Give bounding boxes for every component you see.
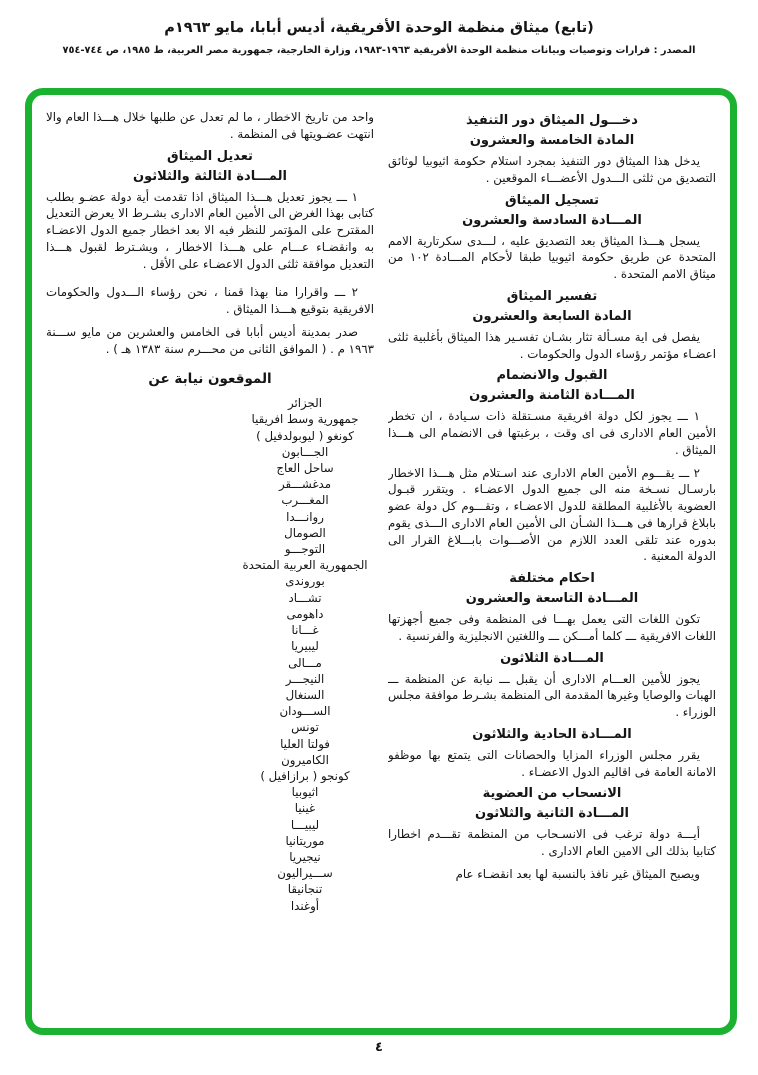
- paragraph: ١ ـــ يجوز تعديل هـــذا الميثاق اذا تقدمت أية دولة عضـو بطلب كتابى بهذا الغرض الى الأمين العام الادارى بشـرط الا يعرض التعديل المقترح على المؤتمر للنظر فيه الا بعد اخطار جميع الدول الاعضـاء به وانقضـاء عـــام على هـــذا الاخطار ، ويشـترط لقبول هـــذا التعديل موافقة ثلثى الدول الاعضـاء على الأقل .: [46, 189, 374, 271]
- section-registration: [388, 193, 716, 283]
- paragraph: ويصبح الميثاق غير نافذ بالنسبة لها بعد انقضـاء عام: [455, 866, 700, 881]
- section-interpretation: [388, 289, 716, 363]
- country-item: كونجو ( برازافيل ): [260, 768, 350, 783]
- country-item: فولتا العليا: [280, 736, 330, 751]
- paragraph: ١ ـــ يجوز لكل دولة افريقية مسـتقلة ذات سـيادة ، ان تخطر الأمين العام الادارى فى اى وقت ، برغبتها فى الانضمام الى هـــذا الميثاق .: [388, 409, 716, 457]
- section-entry-into-force: [388, 113, 716, 187]
- page-number: ٤: [375, 1040, 383, 1055]
- country-item: اثيوبيا: [291, 785, 319, 800]
- two-column-layout: [46, 107, 716, 1020]
- right-column: [388, 107, 716, 1020]
- country-item: التوجـــو: [284, 542, 326, 557]
- country-item: تنجانيقا: [287, 882, 323, 897]
- paragraph: ٢ ـــ يقـــوم الأمين العام الادارى عند اسـتلام مثل هـــذا الاخطار بارسـال نسـخة منه الى جميع الدول الاعضـاء . ويتقرر قبـول العضوية بالأغلبية المطلقة للدول الاعضـاء ، وتقـــوم كل دولة عضو بابلاغ قرارها فى هـــذا الشـأن الى الأمين العام الادارى الـــذى يقوم بدوره عند تلقى العدد اللازم من الأصـــوات بابـــلاغ القرار الى الدولة المعنية .: [388, 465, 716, 564]
- chapter-heading: تسجيل الميثاق: [504, 192, 600, 208]
- article-27-heading: المادة السابعة والعشرون: [472, 308, 632, 324]
- country-item: السنغال: [285, 687, 325, 702]
- country-item: النيجـــر: [285, 671, 325, 686]
- chapter-heading: تعديل الميثاق: [167, 148, 253, 164]
- paragraph: يسجل هـــذا الميثاق بعد التصديق عليه ، لـــدى سكرتارية الامم المتحدة عن طريق حكومة اثيوبيا طبقا لأحكام المـــادة ١٠٢ من ميثاق الامم المتحدة .: [388, 233, 716, 281]
- country-item: ليبيـــا: [290, 817, 320, 832]
- country-item: الجمهورية العربية المتحدة: [242, 558, 368, 573]
- article-28-heading: المـــادة الثامنة والعشرون: [469, 388, 635, 404]
- country-item: نيجيريا: [289, 849, 321, 864]
- country-item: ســـيراليون: [277, 866, 333, 881]
- article-32-heading: المـــادة الثانية والثلاثون: [475, 806, 629, 822]
- country-item: ليبيريا: [291, 639, 319, 654]
- article-30-heading: المـــادة الثلاثون: [500, 650, 604, 666]
- chapter-heading: الانسحاب من العضوية: [482, 786, 622, 802]
- section-cessation-of-membership: [388, 786, 716, 882]
- country-item: موريتانيا: [285, 833, 325, 848]
- country-item: غـــانا: [291, 623, 319, 638]
- article-25-heading: المادة الخامسة والعشرون: [469, 133, 635, 148]
- paragraph: يقرر مجلس الوزراء المزايا والحصانات التى يتمتع بها موظفو الامانة العامة فى اقاليم الدول الاعضـاء .: [388, 747, 716, 779]
- chapter-heading: القبول والانضمام: [496, 368, 608, 384]
- country-item: بوروندى: [285, 574, 325, 589]
- country-item: جمهورية وسط افريقيا: [251, 412, 359, 427]
- country-item: غينيا: [294, 801, 316, 816]
- article-26-heading: المـــادة السادسة والعشرون: [462, 212, 642, 228]
- section-adhesion-accession: [388, 368, 716, 565]
- country-item: أوغندا: [290, 898, 320, 913]
- paragraph: ٢ ـــ واقرارا منا بهذا قمنا ، نحن رؤساء الـــدول والحكومات الافريقية بتوقيع هـــذا الميثاق .: [46, 285, 374, 316]
- country-item: الجزائر: [287, 396, 323, 411]
- signatories-heading: الموقعون نيابة عن: [148, 371, 272, 388]
- article-29-heading: المـــادة التاسعة والعشرون: [465, 591, 639, 606]
- section-article-30: [388, 651, 716, 721]
- paragraph: صدر بمدينة أديس أبابا فى الخامس والعشرين من مايو ســـنة ١٩٦٣ م . ( الموافق الثانى من محـــرم سنة ١٣٨٣ هـ ) .: [46, 324, 374, 356]
- country-item: تونس: [291, 720, 319, 735]
- country-item: تشـــاد: [288, 590, 322, 605]
- charter-green-frame: [25, 88, 737, 1035]
- country-item: كونغو ( ليوبولدفيل ): [256, 428, 354, 443]
- paragraph: يجوز للأمين العـــام الادارى أن يقبل ـــ نيابة عن المنظمة ـــ الهبات والوصايا وغيرها المقدمة الى المنظمة بشـرط موافقة مجلس الوزراء .: [388, 671, 716, 719]
- country-item: مـــالى: [288, 655, 322, 670]
- page-header: [0, 0, 758, 56]
- country-item: داهومى: [286, 606, 324, 621]
- article-33-heading: المـــادة الثالثة والثلاثون: [133, 168, 287, 184]
- country-item: الصومال: [284, 525, 326, 540]
- section-miscellaneous: [388, 571, 716, 645]
- country-item: الســـودان: [279, 704, 331, 719]
- document-title: (تابع) ميثاق منظمة الوحدة الأفريقية، أديس أبابا، مايو ١٩٦٣م: [164, 20, 594, 36]
- paragraph: تكون اللغات التى يعمل بهـــا فى المنظمة وفى جميع أجهزتها اللغات الافريقية ـــ كلما أمـــكن ـــ واللغتين الانجليزية والفرنسية .: [388, 612, 716, 643]
- country-item: الكاميرون: [281, 752, 329, 767]
- source-citation: المصدر : قرارات وتوصيات وبيانات منظمة الوحدة الأفريقية ١٩٦٣-١٩٨٣، وزارة الخارجية، جمهورية مصر العربية، ط ١٩٨٥، ص ٧٤٤-٧٥٤: [62, 45, 696, 56]
- paragraph: يفصل فى اية مسـألة تثار بشـان تفسـير هذا الميثاق بأغلبية ثلثى اعضـاء مؤتمر رؤساء الدول والحكومات .: [388, 329, 716, 361]
- continuation-paragraph: واحد من تاريخ الاخطار ، ما لم تعدل عن طلبها خلال هـــذا العام والا انتهت عضـويتها فى المنظمة .: [46, 110, 374, 141]
- chapter-heading: احكام مختلفة: [509, 571, 595, 586]
- country-item: الجـــابون: [281, 444, 329, 459]
- signatory-country-list: [240, 395, 370, 914]
- section-article-31: [388, 727, 716, 781]
- country-item: مدغشـــقر: [278, 477, 332, 492]
- chapter-heading: دخـــول الميثاق دور التنفيذ: [466, 113, 638, 128]
- section-amendment: [46, 149, 374, 358]
- country-item: روانـــدا: [286, 509, 324, 524]
- paragraph: يدخل هذا الميثاق دور التنفيذ بمجرد استلام حكومة اثيوبيا لوثائق التصديق من ثلثى الـــدول الأعضـــاء الموقعين .: [388, 154, 716, 185]
- left-column: [46, 107, 374, 1020]
- article-31-heading: المـــادة الحادية والثلاثون: [472, 726, 632, 742]
- country-item: المغـــرب: [281, 493, 329, 508]
- country-item: ساحل العاج: [276, 461, 334, 476]
- chapter-heading: تفسير الميثاق: [506, 288, 598, 304]
- paragraph: أيـــة دولة ترغب فى الانسـحاب من المنظمة تقـــدم اخطارا كتابيا بذلك الى الامين العام الادارى .: [388, 827, 716, 858]
